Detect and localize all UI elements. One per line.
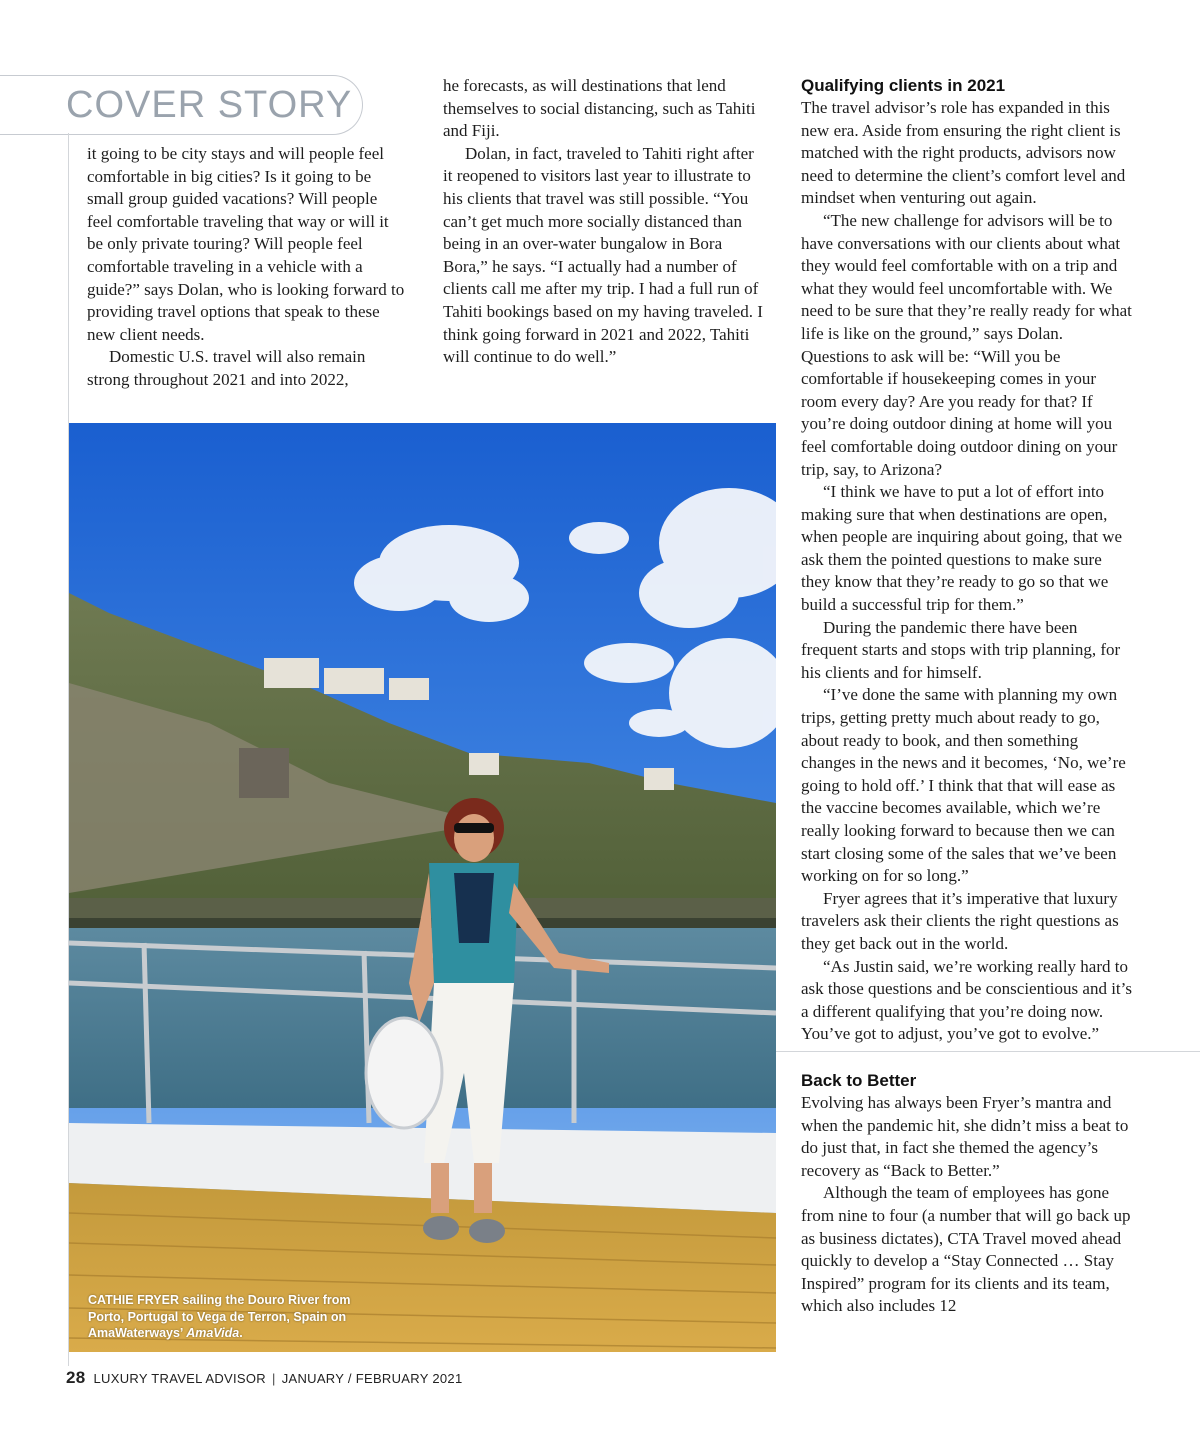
caption-name: CATHIE FRYER [88, 1293, 179, 1307]
publication-name: LUXURY TRAVEL ADVISOR [93, 1371, 266, 1386]
caption-end: . [239, 1326, 243, 1340]
paragraph: Fryer agrees that it’s imperative that luxury travelers ask their clients the right questions as they get back out in the world. [801, 888, 1119, 953]
photo-caption [88, 1292, 378, 1342]
paragraph: Evolving has always been Fryer’s mantra and when the pandemic hit, she didn’t miss a beat to do just that, in fact she themed the agency’s recovery as “Back to Better.” [801, 1092, 1129, 1180]
paragraph: “The new challenge for advisors will be to have conversations with our clients about what they would feel comfortable with on a trip and what they would feel uncomfortable with. We need to be sure that they’re really ready for what life is like on the ground,” says Dolan. Questions to ask will be: “Will you be comfortable if housekeeping comes in your room every day? Are you ready for that? If you’re doing outdoor dining at home will you feel comfortable doing outdoor dining on your trip, say, to Arizona? [801, 210, 1132, 479]
article-column-2 [443, 75, 765, 369]
paragraph: he forecasts, as will destinations that lend themselves to social distancing, such as Tahiti and Fiji. [443, 76, 756, 141]
footer-separator: | [272, 1371, 276, 1386]
article-photo [69, 423, 776, 1352]
subheading-back-to-better: Back to Better [801, 1070, 917, 1090]
paragraph: Although the team of employees has gone from nine to four (a number that will go back up as business dictates), CTA Travel moved ahead quickly to develop a “Stay Connected … Stay Inspired” program for its clients and its team, which also includes 12 [801, 1183, 1131, 1316]
paragraph: “I’ve done the same with planning my own trips, getting pretty much about ready to go, about ready to book, and then something changes in the news and it becomes, ‘No, we’re going to hold off.’ I think that that will ease as the vaccine becomes available, which we’re really looking forward to because then we can start closing some of the sales that we’ve been working on for so long.” [801, 685, 1126, 886]
paragraph: The travel advisor’s role has expanded in this new era. Aside from ensuring the right client is matched with the right products, advisors now need to determine the client’s comfort level and mindset when venturing out again. [801, 98, 1126, 208]
paragraph: it going to be city stays and will people feel comfortable in big cities? Is it going to be small group guided vacations? Will people feel comfortable traveling that way or will it be only private touring? Will people feel comfortable traveling in a vehicle with a guide?” says Dolan, who is looking forward to providing travel options that speak to these new client needs. [87, 144, 405, 344]
article-column-1 [87, 143, 407, 392]
paragraph: “I think we have to put a lot of effort into making sure that when destinations are open, when people are inquiring about going, that we ask them the pointed questions to make sure they know that they’re ready to go so that we build a successful trip for them.” [801, 482, 1123, 615]
paragraph: Domestic U.S. travel will also remain strong throughout 2021 and into 2022, [87, 347, 366, 389]
paragraph: During the pandemic there have been frequent starts and stops with trip planning, for his clients and for himself. [801, 617, 1121, 682]
page-footer [66, 1368, 462, 1388]
photo-illustration [69, 423, 776, 1352]
paragraph: “As Justin said, we’re working really hard to ask those questions and be conscientious and it’s a different qualifying that you’re doing now. You’ve got to adjust, you’ve got to evolve.” [801, 956, 1132, 1044]
caption-ship: AmaVida [186, 1326, 240, 1340]
subheading-qualifying-clients: Qualifying clients in 2021 [801, 76, 1006, 95]
issue-date: JANUARY / FEBRUARY 2021 [281, 1371, 463, 1386]
paragraph: Dolan, in fact, traveled to Tahiti right after it reopened to visitors last year to illustrate to his clients that travel was still possible. “You can’t get much more socially distanced than being in an over-water bungalow in Bora Bora,” he says. “I actually had a number of clients call me after my trip. I had a full run of Tahiti bookings based on my having traveled. I think going forward in 2021 and 2022, Tahiti will continue to do well.” [443, 143, 763, 367]
page-number: 28 [66, 1368, 86, 1387]
section-title: COVER STORY [66, 84, 353, 126]
caption-text: sailing the Douro River from Porto, Portugal to Vega de Terron, Spain on AmaWaterways’ [88, 1293, 351, 1340]
article-column-3 [801, 75, 1135, 1318]
